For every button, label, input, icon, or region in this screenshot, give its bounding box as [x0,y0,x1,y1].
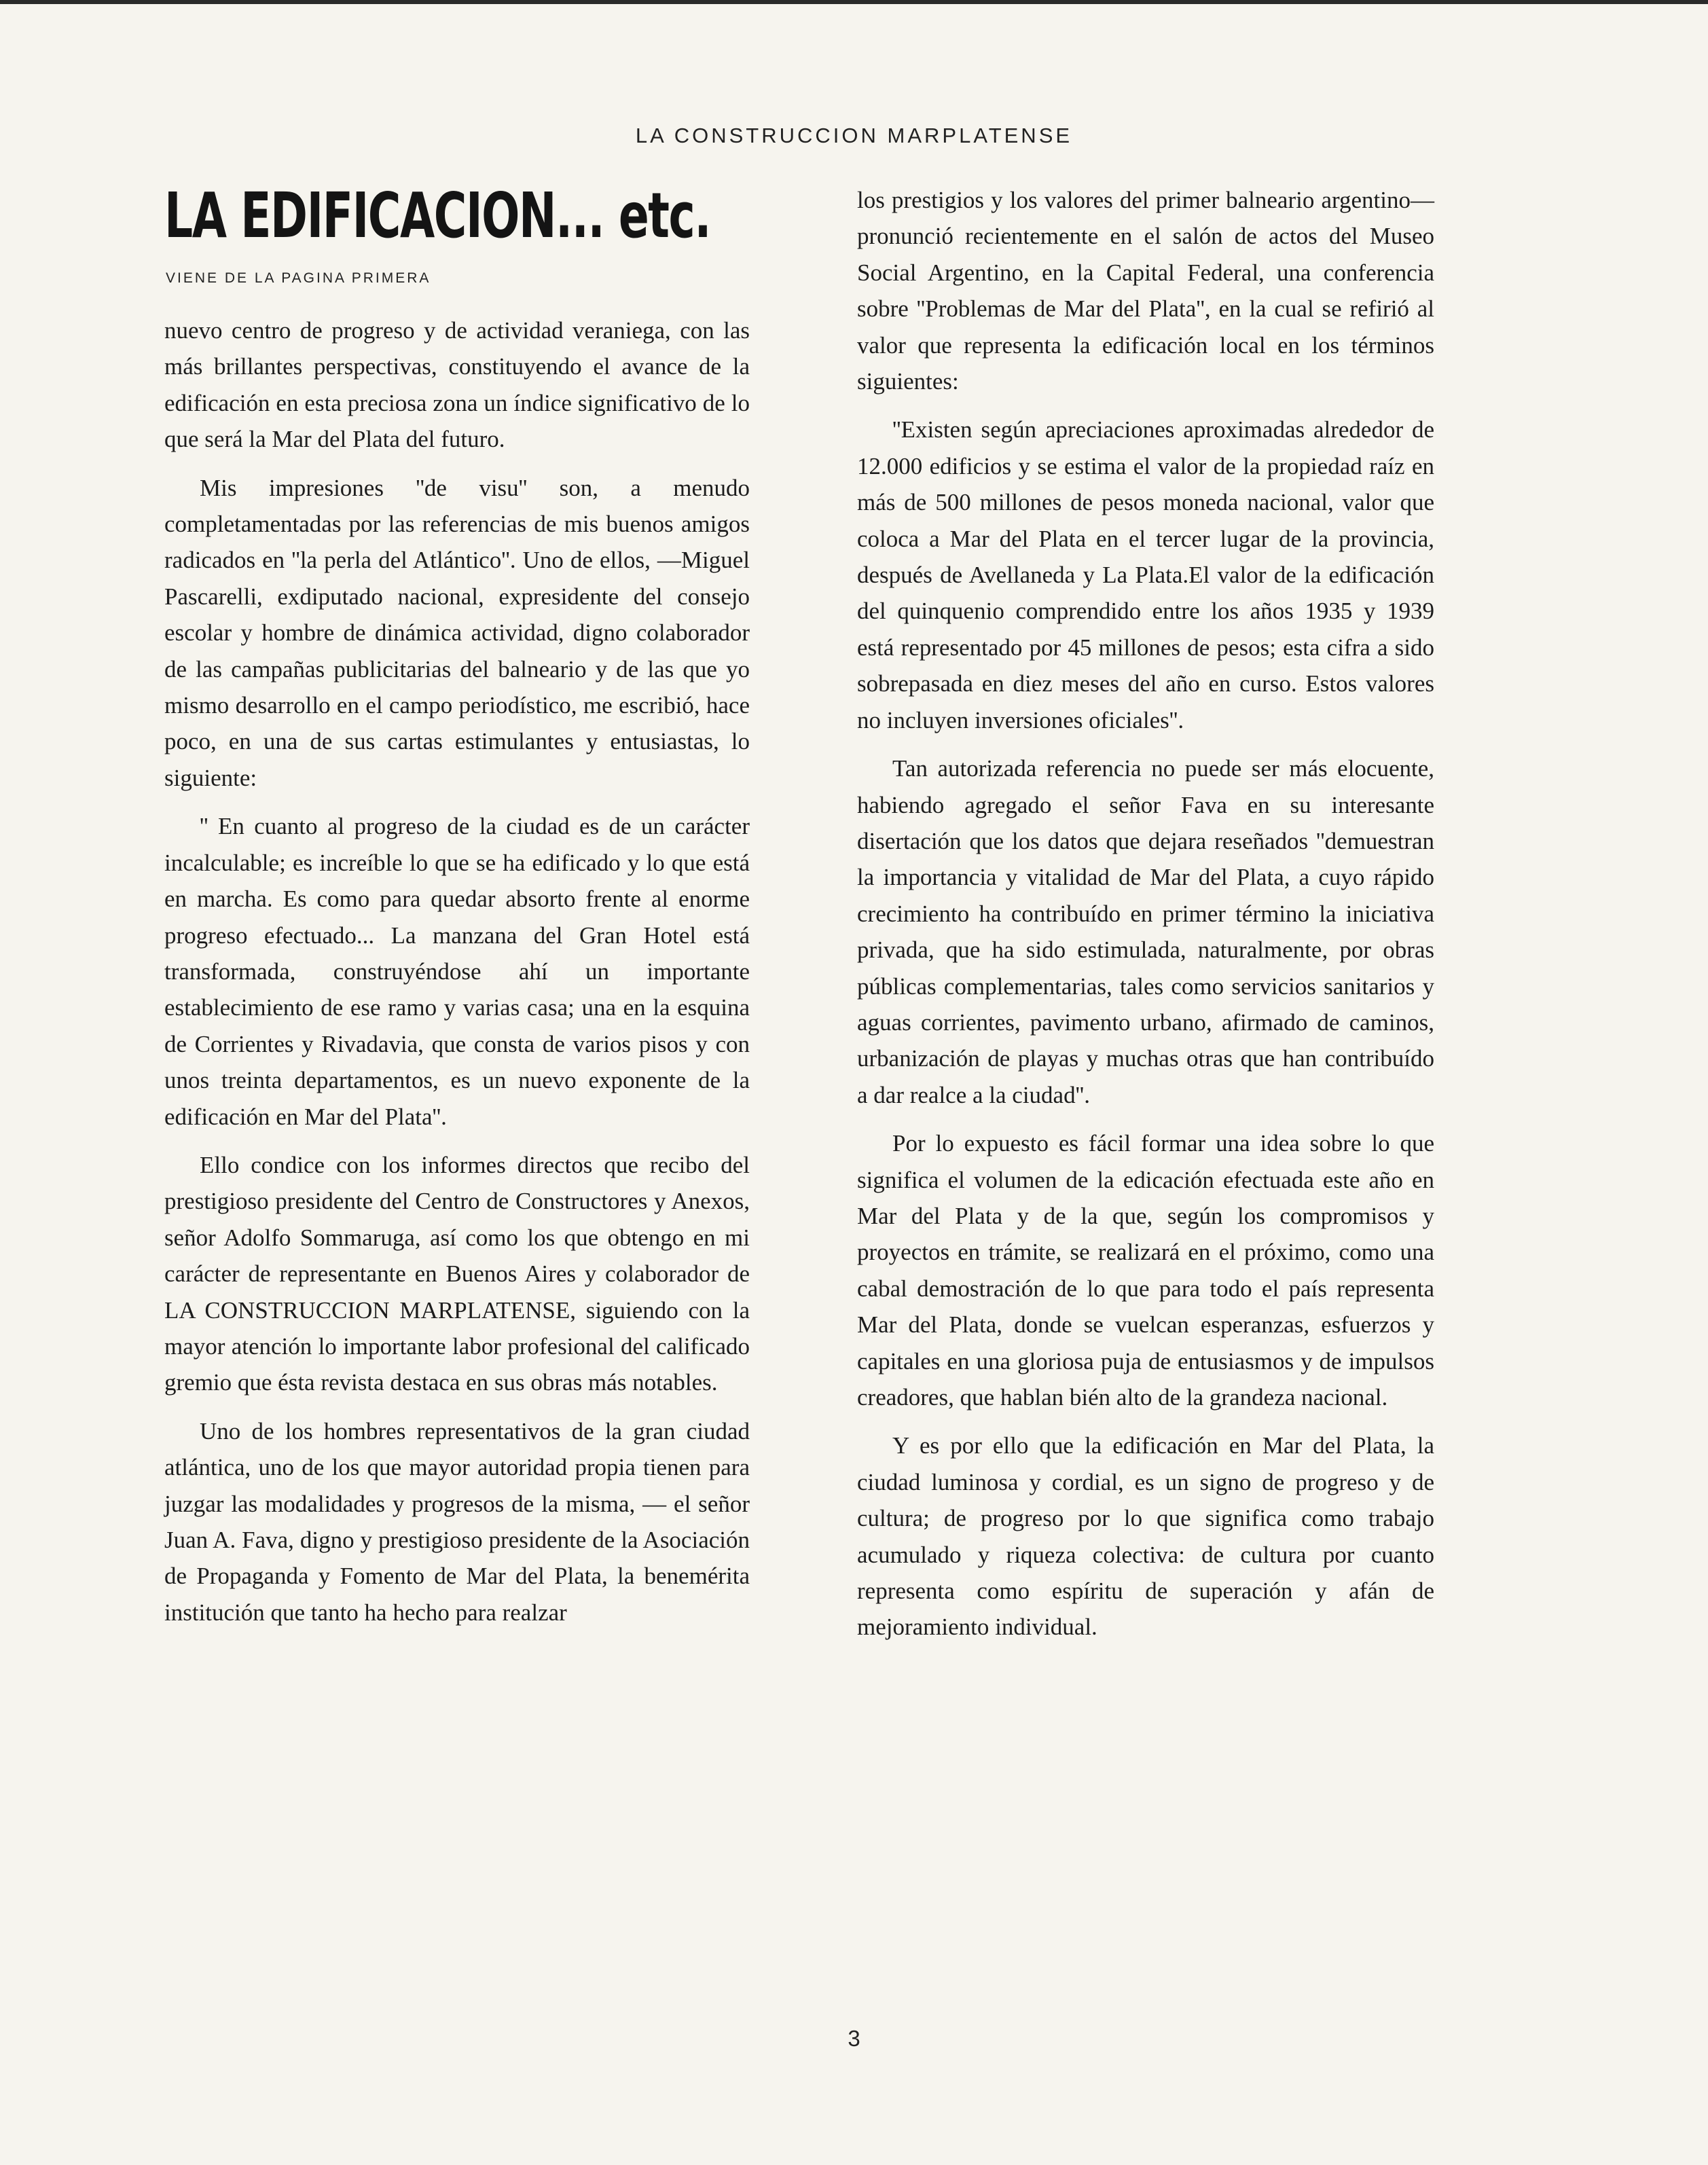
top-border-line [0,0,1708,4]
article-title: LA EDIFICACION... etc. [164,179,711,252]
paragraph: Por lo expuesto es fácil formar una idea sobre lo que significa el volumen de la edicación efectuada este año en Mar del Plata y de la que, según los compromisos y proyectos en trámite, se realizará en el próximo, como una cabal demostración de lo que para todo el país representa Mar del Plata, donde se vuelcan esperanzas, esfuerzos y capitales en una gloriosa puja de entusiasmos y de impulsos creadores, que hablan bién alto de la grandeza nacional. [857,1130,1434,1411]
page-number: 3 [848,2026,860,2051]
left-column [164,312,750,1643]
paragraph: '' En cuanto al progreso de la ciudad es de un carácter incalculable; es increíble lo que se ha edificado y lo que está en marcha. Es como para quedar absorto frente al enorme progreso efectuado... La manzana del Gran Hotel está transformada, construyéndose ahí un importante establecimiento de ese ramo y varias casa; una en la esquina de Corrientes y Rivadavia, que consta de varios pisos y con unos treinta departamentos, es un nuevo exponente de la edificación en Mar del Plata''. [164,813,750,1130]
paragraph: Y es por ello que la edificación en Mar del Plata, la ciudad luminosa y cordial, es un signo de progreso y de cultura; de progreso por lo que significa como trabajo acumulado y riqueza colectiva: de cultura por cuanto representa como espíritu de superación y afán de mejoramiento individual. [857,1432,1434,1641]
paragraph: nuevo centro de progreso y de actividad veraniega, con las más brillantes perspectivas, constituyendo el avance de la edificación en esta preciosa zona un índice significativo de lo que será la Mar del Plata del futuro. [164,317,750,453]
paragraph: Tan autorizada referencia no puede ser más elocuente, habiendo agregado el señor Fava en su interesante disertación que los datos que dejara reseñados ''demuestran la importancia y vitalidad de Mar del Plata, a cuyo rápido crecimiento ha contribuído en primer término la iniciativa privada, que ha sido estimulada, naturalmente, por obras públicas complementarias, tales como servicios sanitarios y aguas corrientes, pavimento urbano, afirmado de caminos, urbanización de playas y muchas otras que han contribuído a dar realce a la ciudad''. [857,755,1434,1108]
running-header: LA CONSTRUCCION MARPLATENSE [635,124,1073,147]
paragraph: Uno de los hombres representativos de la gran ciudad atlántica, uno de los que mayor autoridad propia tienen para juzgar las modalidades y progresos de la misma, — el señor Juan A. Fava, digno y prestigioso presidente de la Asociación de Propaganda y Fomento de Mar del Plata, la benemérita institución que tanto ha hecho para realzar [164,1417,750,1626]
paragraph: ''Existen según apreciaciones aproximadas alrededor de 12.000 edificios y se estima el valor de la propiedad raíz en más de 500 millones de pesos moneda nacional, valor que coloca a Mar del Plata en el tercer lugar de la provincia, después de Avellaneda y La Plata.El valor de la edificación del quinquenio comprendido entre los años 1935 y 1939 está representado por 45 millones de pesos; esta cifra a sido sobrepasada en diez meses del año en curso. Estos valores no incluyen inversiones oficiales''. [857,416,1434,733]
article-subtitle: VIENE DE LA PAGINA PRIMERA [166,270,431,286]
paragraph: Mis impresiones ''de visu'' son, a menudo completamentadas por las referencias de mis buenos amigos radicados en ''la perla del Atlántico''. Uno de ellos, —Miguel Pascarelli, exdiputado nacional, expresidente del consejo escolar y hombre de dinámica actividad, digno colaborador de las campañas publicitarias del balneario y de las que yo mismo desarrollo en el campo periodístico, me escribió, hace poco, en una de sus cartas estimulantes y entusiastas, lo siguiente: [164,474,750,791]
paragraph: los prestigios y los valores del primer balneario argentino— pronunció recientemente en el salón de actos del Museo Social Argentino, en la Capital Federal, una conferencia sobre ''Problemas de Mar del Plata'', en la cual se refirió al valor que representa la edificación local en los términos siguientes: [857,187,1434,395]
paragraph: Ello condice con los informes directos que recibo del prestigioso presidente del Centro de Constructores y Anexos, señor Adolfo Sommaruga, así como los que obtengo en mi carácter de representante en Buenos Aires y colaborador de LA CONSTRUCCION MARPLATENSE, siguiendo con la mayor atención lo importante labor profesional del calificado gremio que ésta revista destaca en sus obras más notables. [164,1151,750,1396]
right-column [857,182,1434,1658]
